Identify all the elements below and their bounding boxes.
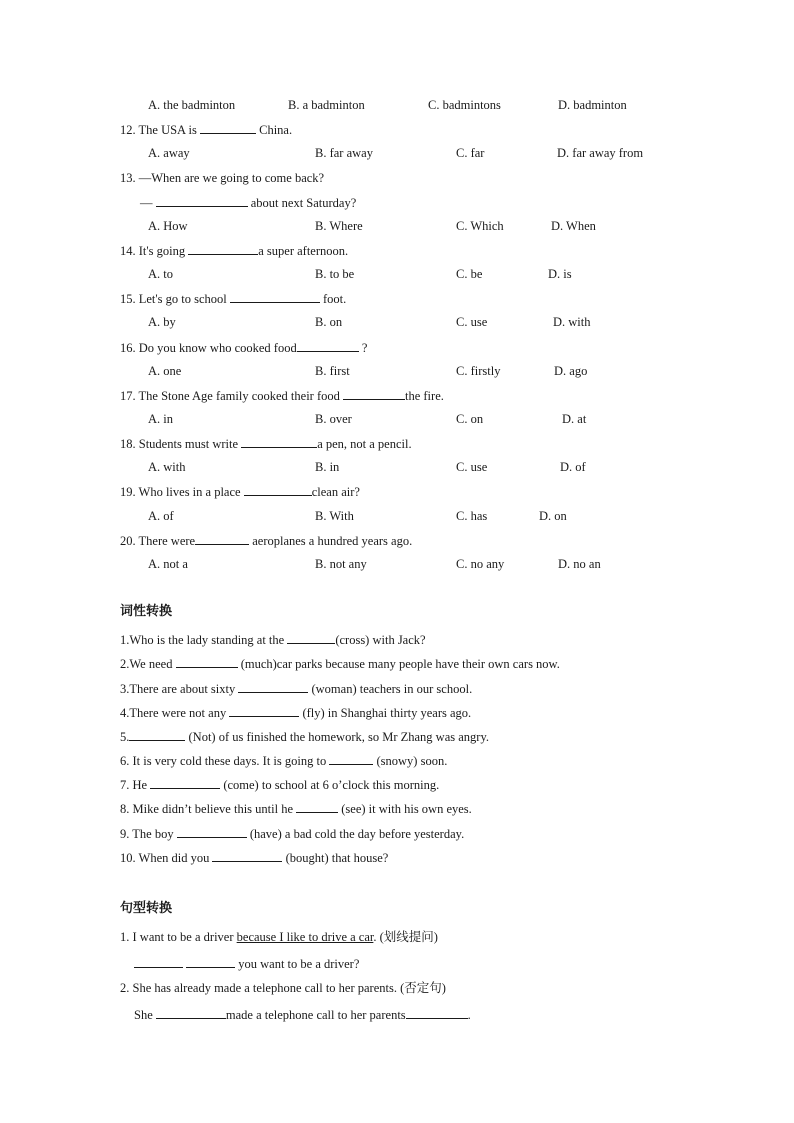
q16-options (148, 363, 708, 379)
question-15: 15. Let's go to school foot. (120, 292, 347, 306)
answer-blank[interactable] (343, 387, 405, 400)
sentence-item-2: 2. She has already made a telephone call to her parents. (否定句) (120, 981, 446, 995)
q11-option-b: B. a badminton (288, 98, 365, 112)
answer-blank[interactable] (200, 121, 256, 134)
answer-blank[interactable] (195, 532, 249, 545)
q18-option-a: A. with (148, 460, 186, 474)
sentence-item-1: 1. I want to be a driver because I like to drive a car. (划线提问) (120, 930, 438, 944)
q17-options (148, 411, 708, 427)
q17-option-a: A. in (148, 412, 173, 426)
sentence-item-2-answer: She made a telephone call to her parents . (134, 1008, 471, 1022)
word-form-item-10: 10. When did you (bought) that house? (120, 851, 389, 865)
answer-blank[interactable] (230, 290, 320, 303)
q12-option-c: C. far (456, 146, 485, 160)
q19-option-d: D. on (539, 509, 567, 523)
answer-blank[interactable] (177, 825, 247, 838)
question-19: 19. Who lives in a place clean air? (120, 485, 360, 499)
answer-blank[interactable] (188, 242, 258, 255)
q15-options (148, 314, 708, 330)
q18-options (148, 459, 708, 475)
answer-blank[interactable] (156, 194, 248, 207)
q20-options (148, 556, 708, 572)
question-20: 20. There were aeroplanes a hundred years ago. (120, 534, 413, 548)
answer-blank[interactable] (156, 1006, 226, 1019)
q16-option-c: C. firstly (456, 364, 501, 378)
q19-option-a: A. of (148, 509, 174, 523)
answer-blank[interactable] (238, 680, 308, 693)
q19-option-b: B. With (315, 509, 354, 523)
q20-option-c: C. no any (456, 557, 505, 571)
section-title-word-forms: 词性转换 (120, 604, 173, 619)
answer-blank[interactable] (296, 800, 338, 813)
answer-blank[interactable] (150, 776, 220, 789)
q16-option-b: B. first (315, 364, 350, 378)
answer-blank[interactable] (176, 655, 238, 668)
q11-option-c: C. badmintons (428, 98, 501, 112)
q13-option-b: B. Where (315, 219, 363, 233)
answer-blank[interactable] (406, 1006, 468, 1019)
q13-options (148, 218, 708, 234)
answer-blank[interactable] (297, 339, 359, 352)
answer-blank[interactable] (329, 752, 373, 765)
q18-option-b: B. in (315, 460, 340, 474)
q14-option-a: A. to (148, 267, 173, 281)
q16-option-d: D. ago (554, 364, 588, 378)
answer-blank[interactable] (186, 955, 235, 968)
q12-option-b: B. far away (315, 146, 373, 160)
word-form-item-5: 5. (Not) of us finished the homework, so Mr Zhang was angry. (120, 730, 490, 744)
word-form-item-2: 2.We need (much)car parks because many people have their own cars now. (120, 657, 560, 671)
q15-option-c: C. use (456, 315, 488, 329)
section-title-sentence-patterns: 句型转换 (120, 901, 173, 916)
q13-option-a: A. How (148, 219, 188, 233)
word-form-item-9: 9. The boy (have) a bad cold the day before yesterday. (120, 827, 465, 841)
q19-option-c: C. has (456, 509, 488, 523)
answer-blank[interactable] (287, 631, 335, 644)
q12-option-d: D. far away from (557, 146, 644, 160)
q18-option-d: D. of (560, 460, 586, 474)
q14-option-b: B. to be (315, 267, 355, 281)
word-form-item-6: 6. It is very cold these days. It is going to (snowy) soon. (120, 754, 448, 768)
q15-option-a: A. by (148, 315, 176, 329)
q19-options (148, 508, 708, 524)
q20-option-a: A. not a (148, 557, 188, 571)
q16-option-a: A. one (148, 364, 182, 378)
answer-blank[interactable] (229, 704, 299, 717)
question-18: 18. Students must write a pen, not a pencil. (120, 437, 412, 451)
answer-blank[interactable] (241, 435, 317, 448)
q18-option-c: C. use (456, 460, 488, 474)
q20-option-d: D. no an (558, 557, 601, 571)
question-16: 16. Do you know who cooked food ? (120, 341, 368, 355)
q17-option-c: C. on (456, 412, 484, 426)
sentence-item-1-answer: you want to be a driver? (134, 955, 359, 972)
q17-option-b: B. over (315, 412, 352, 426)
question-12: 12. The USA is China. (120, 123, 293, 137)
answer-blank[interactable] (129, 728, 185, 741)
q11-option-d: D. badminton (558, 98, 627, 112)
q11-options (148, 97, 708, 113)
word-form-item-3: 3.There are about sixty (woman) teachers in our school. (120, 682, 473, 696)
q15-option-b: B. on (315, 315, 343, 329)
question-13: 13. —When are we going to come back? (120, 171, 325, 185)
q14-option-c: C. be (456, 267, 483, 281)
q13-option-d: D. When (551, 219, 596, 233)
answer-blank[interactable] (244, 483, 312, 496)
word-form-item-7: 7. He (come) to school at 6 o’clock this morning. (120, 778, 440, 792)
word-form-item-1: 1.Who is the lady standing at the (cross) with Jack? (120, 633, 426, 647)
question-13-response: — about next Saturday? (140, 196, 357, 210)
q20-option-b: B. not any (315, 557, 367, 571)
word-form-item-4: 4.There were not any (fly) in Shanghai thirty years ago. (120, 706, 472, 720)
q14-option-d: D. is (548, 267, 572, 281)
answer-blank[interactable] (134, 955, 183, 968)
underlined-phrase: because I like to drive a car (236, 930, 374, 944)
question-14: 14. It's going a super afternoon. (120, 244, 349, 258)
answer-blank[interactable] (212, 849, 282, 862)
q17-option-d: D. at (562, 412, 587, 426)
q12-options (148, 145, 708, 161)
q12-option-a: A. away (148, 146, 190, 160)
q13-option-c: C. Which (456, 219, 504, 233)
q11-option-a: A. the badminton (148, 98, 236, 112)
question-17: 17. The Stone Age family cooked their food the fire. (120, 389, 444, 403)
word-form-item-8: 8. Mike didn’t believe this until he (see) it with his own eyes. (120, 802, 472, 816)
q15-option-d: D. with (553, 315, 591, 329)
q14-options (148, 266, 708, 282)
